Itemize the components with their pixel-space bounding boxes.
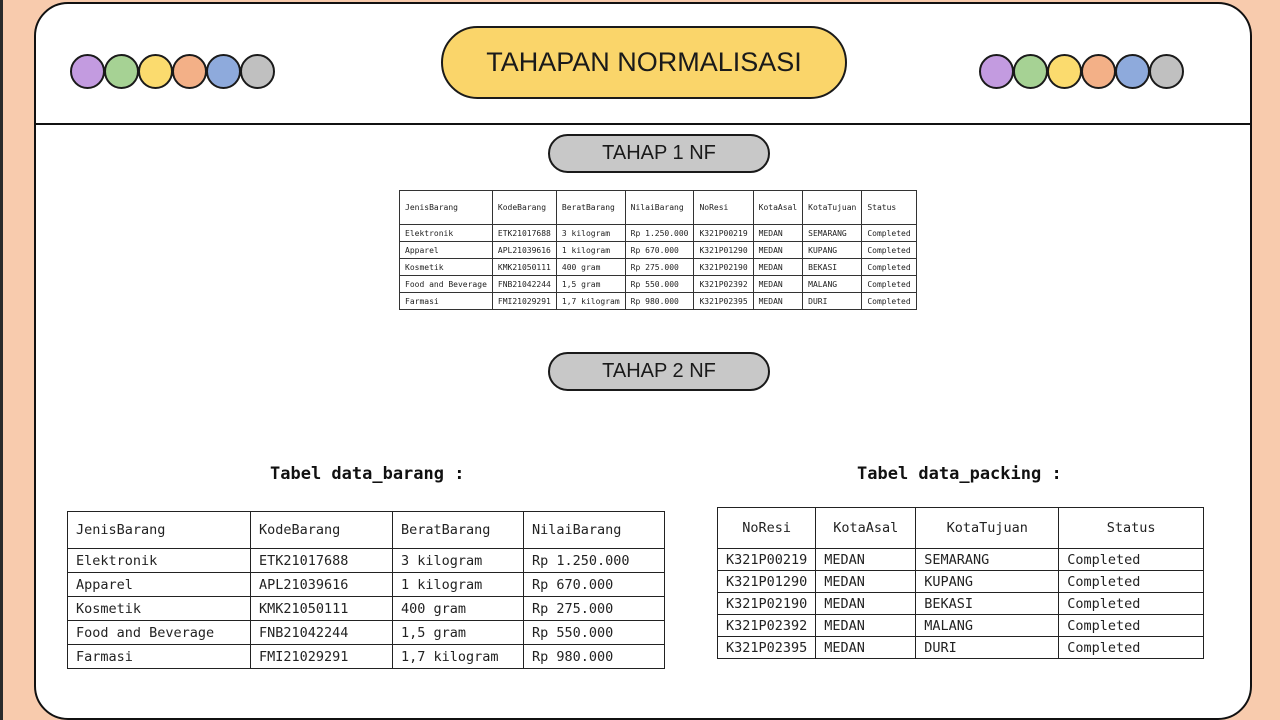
table-header-row (68, 512, 665, 549)
table-cell: ETK21017688 (251, 549, 393, 573)
table-cell: K321P00219 (718, 549, 816, 571)
dot-icon (1149, 54, 1184, 89)
table-cell: 3 kilogram (556, 225, 625, 242)
table-cell: 1 kilogram (393, 573, 524, 597)
dot-icon (1081, 54, 1116, 89)
table-cell: Rp 670.000 (625, 242, 694, 259)
table-cell: SEMARANG (916, 549, 1059, 571)
table-cell: BEKASI (916, 593, 1059, 615)
dot-icon (206, 54, 241, 89)
table-cell: SEMARANG (803, 225, 862, 242)
table-cell: K321P02392 (694, 276, 753, 293)
table-cell: MEDAN (816, 549, 916, 571)
dot-icon (172, 54, 207, 89)
dot-icon (70, 54, 105, 89)
dot-icon (1047, 54, 1082, 89)
table-cell: Food and Beverage (68, 621, 251, 645)
table-cell: FNB21042244 (251, 621, 393, 645)
column-header: NilaiBarang (625, 191, 694, 225)
table-cell: MEDAN (753, 242, 803, 259)
table-cell: MEDAN (753, 293, 803, 310)
table-row (68, 573, 665, 597)
table-cell: MEDAN (816, 593, 916, 615)
table-cell: 400 gram (556, 259, 625, 276)
table-cell: K321P00219 (694, 225, 753, 242)
table-row (68, 549, 665, 573)
stage2-label: TAHAP 2 NF (548, 352, 770, 391)
column-header: KodeBarang (251, 512, 393, 549)
column-header: KotaTujuan (916, 508, 1059, 549)
table-cell: DURI (803, 293, 862, 310)
table-cell: Rp 275.000 (524, 597, 665, 621)
table-cell: MALANG (803, 276, 862, 293)
column-header: KotaAsal (753, 191, 803, 225)
column-header: BeratBarang (393, 512, 524, 549)
table-cell: K321P01290 (694, 242, 753, 259)
table-cell: KMK21050111 (492, 259, 556, 276)
table-cell: Completed (1059, 637, 1204, 659)
table-cell: Completed (862, 293, 916, 310)
table-cell: BEKASI (803, 259, 862, 276)
table-cell: Rp 980.000 (524, 645, 665, 669)
table-cell: KMK21050111 (251, 597, 393, 621)
table-row (400, 242, 917, 259)
table-cell: MEDAN (753, 225, 803, 242)
table-row (68, 645, 665, 669)
decorative-dots-left (70, 54, 274, 89)
table-row (400, 259, 917, 276)
table-cell: Completed (862, 225, 916, 242)
table-cell: Apparel (68, 573, 251, 597)
table-cell: Completed (1059, 593, 1204, 615)
table-cell: 3 kilogram (393, 549, 524, 573)
table-row (400, 276, 917, 293)
table-header-row (400, 191, 917, 225)
table-1nf (399, 190, 917, 310)
table-cell: Farmasi (68, 645, 251, 669)
table-cell: Rp 550.000 (625, 276, 694, 293)
header-divider (36, 123, 1250, 125)
column-header: KotaAsal (816, 508, 916, 549)
table-cell: FMI21029291 (492, 293, 556, 310)
column-header: BeratBarang (556, 191, 625, 225)
table-cell: K321P02392 (718, 615, 816, 637)
table-row (718, 615, 1204, 637)
column-header: KodeBarang (492, 191, 556, 225)
column-header: JenisBarang (400, 191, 493, 225)
table-cell: K321P01290 (718, 571, 816, 593)
table-row (68, 597, 665, 621)
table-cell: Rp 1.250.000 (524, 549, 665, 573)
dot-icon (240, 54, 275, 89)
table-cell: FMI21029291 (251, 645, 393, 669)
left-edge-strip (0, 0, 3, 720)
dot-icon (1115, 54, 1150, 89)
table-cell: K321P02190 (718, 593, 816, 615)
table-cell: Food and Beverage (400, 276, 493, 293)
table-cell: MEDAN (753, 259, 803, 276)
table-cell: MEDAN (816, 637, 916, 659)
page-title: TAHAPAN NORMALISASI (441, 26, 847, 99)
table-cell: 1,7 kilogram (556, 293, 625, 310)
table-cell: K321P02395 (718, 637, 816, 659)
table-cell: FNB21042244 (492, 276, 556, 293)
table-header-row (718, 508, 1204, 549)
table-cell: APL21039616 (492, 242, 556, 259)
column-header: NoResi (694, 191, 753, 225)
table-cell: Elektronik (400, 225, 493, 242)
table-cell: Apparel (400, 242, 493, 259)
stage1-label: TAHAP 1 NF (548, 134, 770, 173)
table-cell: K321P02190 (694, 259, 753, 276)
table-cell: MALANG (916, 615, 1059, 637)
table-cell: K321P02395 (694, 293, 753, 310)
table-cell: Rp 275.000 (625, 259, 694, 276)
table-cell: MEDAN (753, 276, 803, 293)
table-cell: Elektronik (68, 549, 251, 573)
dot-icon (104, 54, 139, 89)
table-cell: Completed (1059, 615, 1204, 637)
table-cell: Completed (862, 259, 916, 276)
column-header: Status (1059, 508, 1204, 549)
table-cell: DURI (916, 637, 1059, 659)
table-cell: APL21039616 (251, 573, 393, 597)
table-cell: Completed (862, 276, 916, 293)
dot-icon (138, 54, 173, 89)
table-cell: Rp 670.000 (524, 573, 665, 597)
table-cell: 1,7 kilogram (393, 645, 524, 669)
data-barang-title: Tabel data_barang : (270, 464, 465, 484)
table-cell: Completed (1059, 549, 1204, 571)
table-cell: Farmasi (400, 293, 493, 310)
table-cell: Completed (1059, 571, 1204, 593)
table-cell: Completed (862, 242, 916, 259)
column-header: NilaiBarang (524, 512, 665, 549)
column-header: Status (862, 191, 916, 225)
table-row (400, 293, 917, 310)
table-data-packing (717, 507, 1204, 659)
table-cell: MEDAN (816, 615, 916, 637)
table-cell: KUPANG (803, 242, 862, 259)
table-cell: 400 gram (393, 597, 524, 621)
table-row (68, 621, 665, 645)
table-row (400, 225, 917, 242)
table-row (718, 637, 1204, 659)
decorative-dots-right (979, 54, 1183, 89)
table-cell: Kosmetik (400, 259, 493, 276)
table-row (718, 549, 1204, 571)
table-cell: 1 kilogram (556, 242, 625, 259)
table-data-barang (67, 511, 665, 669)
dot-icon (1013, 54, 1048, 89)
slide-card (34, 2, 1252, 720)
table-cell: 1,5 gram (393, 621, 524, 645)
table-cell: Rp 980.000 (625, 293, 694, 310)
table-cell: KUPANG (916, 571, 1059, 593)
table-cell: Rp 550.000 (524, 621, 665, 645)
column-header: JenisBarang (68, 512, 251, 549)
table-row (718, 593, 1204, 615)
column-header: NoResi (718, 508, 816, 549)
table-row (718, 571, 1204, 593)
table-cell: Rp 1.250.000 (625, 225, 694, 242)
table-cell: ETK21017688 (492, 225, 556, 242)
table-cell: Kosmetik (68, 597, 251, 621)
dot-icon (979, 54, 1014, 89)
column-header: KotaTujuan (803, 191, 862, 225)
data-packing-title: Tabel data_packing : (857, 464, 1062, 484)
table-cell: 1,5 gram (556, 276, 625, 293)
table-cell: MEDAN (816, 571, 916, 593)
